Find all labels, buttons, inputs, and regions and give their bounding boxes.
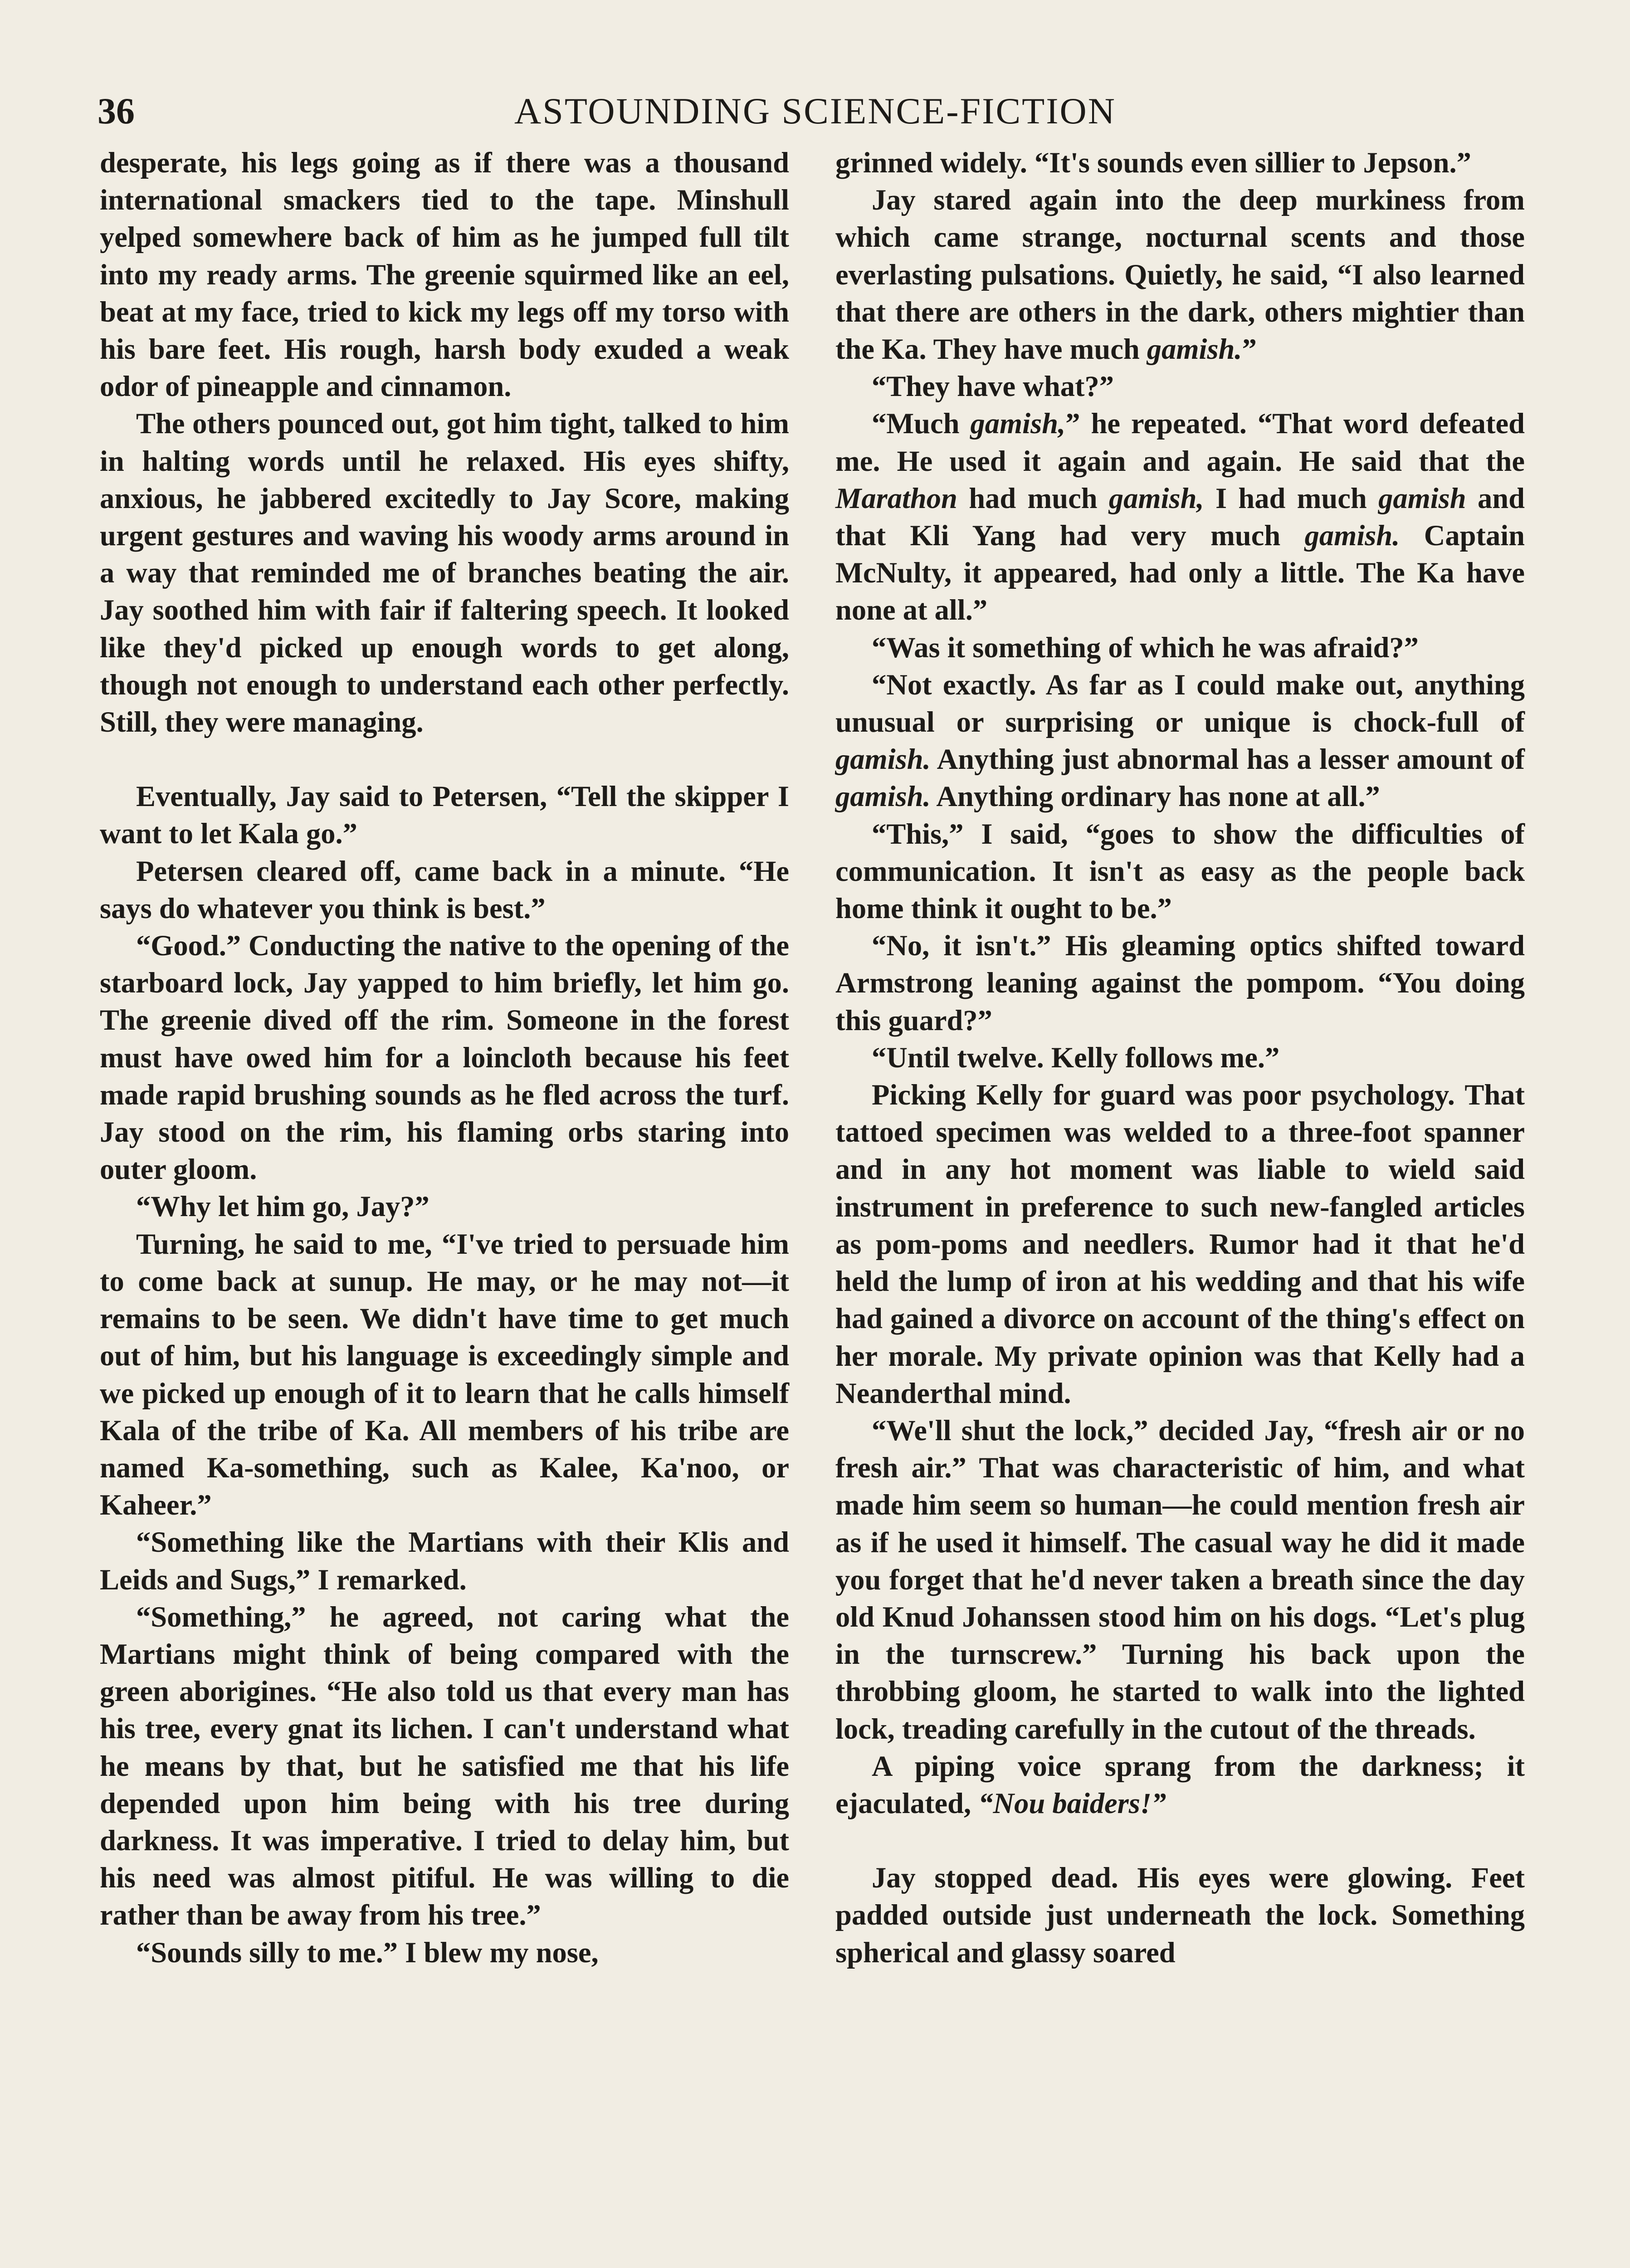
text-run: Jay stared again into the deep murkiness from which came strange, nocturnal scents and those everlasting pulsations. Quietly, he said, “I also learned that there are others in the dark, others mightier than the Ka. They have much xyxy=(835,184,1525,366)
paragraph: Jay stopped dead. His eyes were glowing. Feet padded outside just underneath the lock. Something spherical and glassy soared xyxy=(835,1862,1525,1969)
paragraph xyxy=(835,181,1525,368)
paragraph: “Until twelve. Kelly follows me.” xyxy=(872,1041,1280,1074)
paragraph: “No, it isn't.” His gleaming optics shifted toward Armstrong leaning against the pompom. “You doing this guard?” xyxy=(835,929,1525,1036)
paragraph: “Sounds silly to me.” I blew my nose, xyxy=(136,1936,599,1969)
text-run: Anything ordinary has none at all.” xyxy=(930,780,1380,813)
paragraph: “This,” I said, “goes to show the difficulties of communication. It isn't as easy as the people back home think it ought to be.” xyxy=(835,817,1525,925)
text-run: ” xyxy=(1242,333,1257,366)
text-run: “Much xyxy=(872,407,971,440)
text-run: and that Kli Yang had very much xyxy=(835,482,1525,552)
paragraph xyxy=(835,405,1525,629)
italic-text: gamish, xyxy=(970,407,1066,440)
paragraph: Petersen cleared off, came back in a minute. “He says do whatever you think is best.” xyxy=(100,855,789,924)
paragraph: “Something like the Martians with their Klis and Leids and Sugs,” I remarked. xyxy=(100,1526,789,1596)
paragraph: Turning, he said to me, “I've tried to persuade him to come back at sunup. He may, or he may not—it remains to be seen. We didn't have time to get much out of him, but his language is exceedingly simple and we picked up enough of it to learn that he calls himself Kala of the tribe of Ka. All members of his tribe are named Ka-something, such as Kalee, Ka'noo, or Kaheer.” xyxy=(100,1227,789,1521)
italic-text: Marathon xyxy=(835,482,957,514)
paragraph: “Good.” Conducting the native to the opening of the starboard lock, Jay yapped to him briefly, let him go. The greenie dived off the rim. Someone in the forest must have owed him for a loincloth because his feet made rapid brushing sounds as he fled across the turf. Jay stood on the rim, his flaming orbs staring into outer gloom. xyxy=(100,929,789,1186)
italic-text: gamish. xyxy=(835,780,931,813)
paragraph xyxy=(835,1748,1525,1822)
right-column xyxy=(835,144,1525,1971)
paragraph: The others pounced out, got him tight, talked to him in halting words until he relaxed. His eyes shifty, anxious, he jabbered excitedly to Jay Score, making urgent gestures and waving his woody arms around in a way that reminded me of branches beating the air. Jay soothed him with fair if faltering speech. It looked like they'd picked up enough words to get along, though not enough to understand each other perfectly. Still, they were managing. xyxy=(100,407,789,738)
text-run: I had much xyxy=(1204,482,1379,514)
italic-text: gamish. xyxy=(835,743,931,776)
paragraph: “We'll shut the lock,” decided Jay, “fresh air or no fresh air.” That was characteristic of him, and what made him seem so human—he could mention fresh air as if he used it himself. The casual way he did it made you forget that he'd never taken a breath since the day old Knud Johanssen stood him on his dogs. “Let's plug in the turnscrew.” Turning his back upon the throbbing gloom, he started to walk into the lighted lock, treading carefully in the cutout of the threads. xyxy=(835,1414,1525,1745)
text-run: “Not exactly. As far as I could make out, anything unusual or surprising or unique is chock-full of xyxy=(835,668,1525,738)
paragraph: grinned widely. “It's sounds even sillier to Jepson.” xyxy=(835,147,1471,179)
italic-text: gamish, xyxy=(1108,482,1204,514)
italic-text: gamish. xyxy=(1147,333,1242,366)
text-run: Anything just abnormal has a lesser amount of xyxy=(930,743,1525,776)
page-number: 36 xyxy=(98,90,135,132)
text-run: ” he repeated. “That word defeated me. He used it again and again. He said that the xyxy=(835,407,1525,477)
page-header xyxy=(98,86,1533,136)
paragraph: desperate, his legs going as if there was a thousand international smackers tied to the tape. Minshull yelped somewhere back of him as he jumped full tilt into my ready arms. The greenie squirmed like an eel, beat at my face, tried to kick my legs off my torso with his bare feet. His rough, harsh body exuded a weak odor of pineapple and cinnamon. xyxy=(100,147,789,403)
paragraph: “Something,” he agreed, not caring what the Martians might think of being compared with the green aborigines. “He also told us that every man has his tree, every gnat its lichen. I can't understand what he means by that, but he satisfied me that his life depended upon him being with his tree during darkness. It was imperative. I tried to delay him, but his need was almost pitiful. He was willing to die rather than be away from his tree.” xyxy=(100,1600,789,1931)
text-run: A piping voice sprang from the darkness; it ejaculated, xyxy=(835,1750,1525,1819)
left-column xyxy=(100,144,789,1971)
text-run: had much xyxy=(957,482,1109,514)
italic-text: gamish. xyxy=(1304,519,1400,552)
italic-text: “Nou baiders!” xyxy=(978,1787,1166,1819)
running-title: ASTOUNDING SCIENCE-FICTION xyxy=(514,90,1116,132)
italic-text: gamish xyxy=(1378,482,1466,514)
paragraph: “They have what?” xyxy=(872,370,1114,403)
paragraph: “Was it something of which he was afraid?” xyxy=(872,631,1419,664)
paragraph: Eventually, Jay said to Petersen, “Tell the skipper I want to let Kala go.” xyxy=(100,780,789,850)
text-run: Captain McNulty, it appeared, had only a little. The Ka have none at all.” xyxy=(835,519,1525,626)
paragraph: “Why let him go, Jay?” xyxy=(136,1190,429,1223)
paragraph: Picking Kelly for guard was poor psychology. That tattoed specimen was welded to a three-foot spanner and in any hot moment was liable to wield said instrument in preference to such new-fangled articles as pom-poms and needlers. Rumor had it that he'd held the lump of iron at his wedding and that his wife had gained a divorce on account of the thing's effect on her morale. My private opinion was that Kelly had a Neanderthal mind. xyxy=(835,1079,1525,1409)
paragraph xyxy=(835,666,1525,816)
